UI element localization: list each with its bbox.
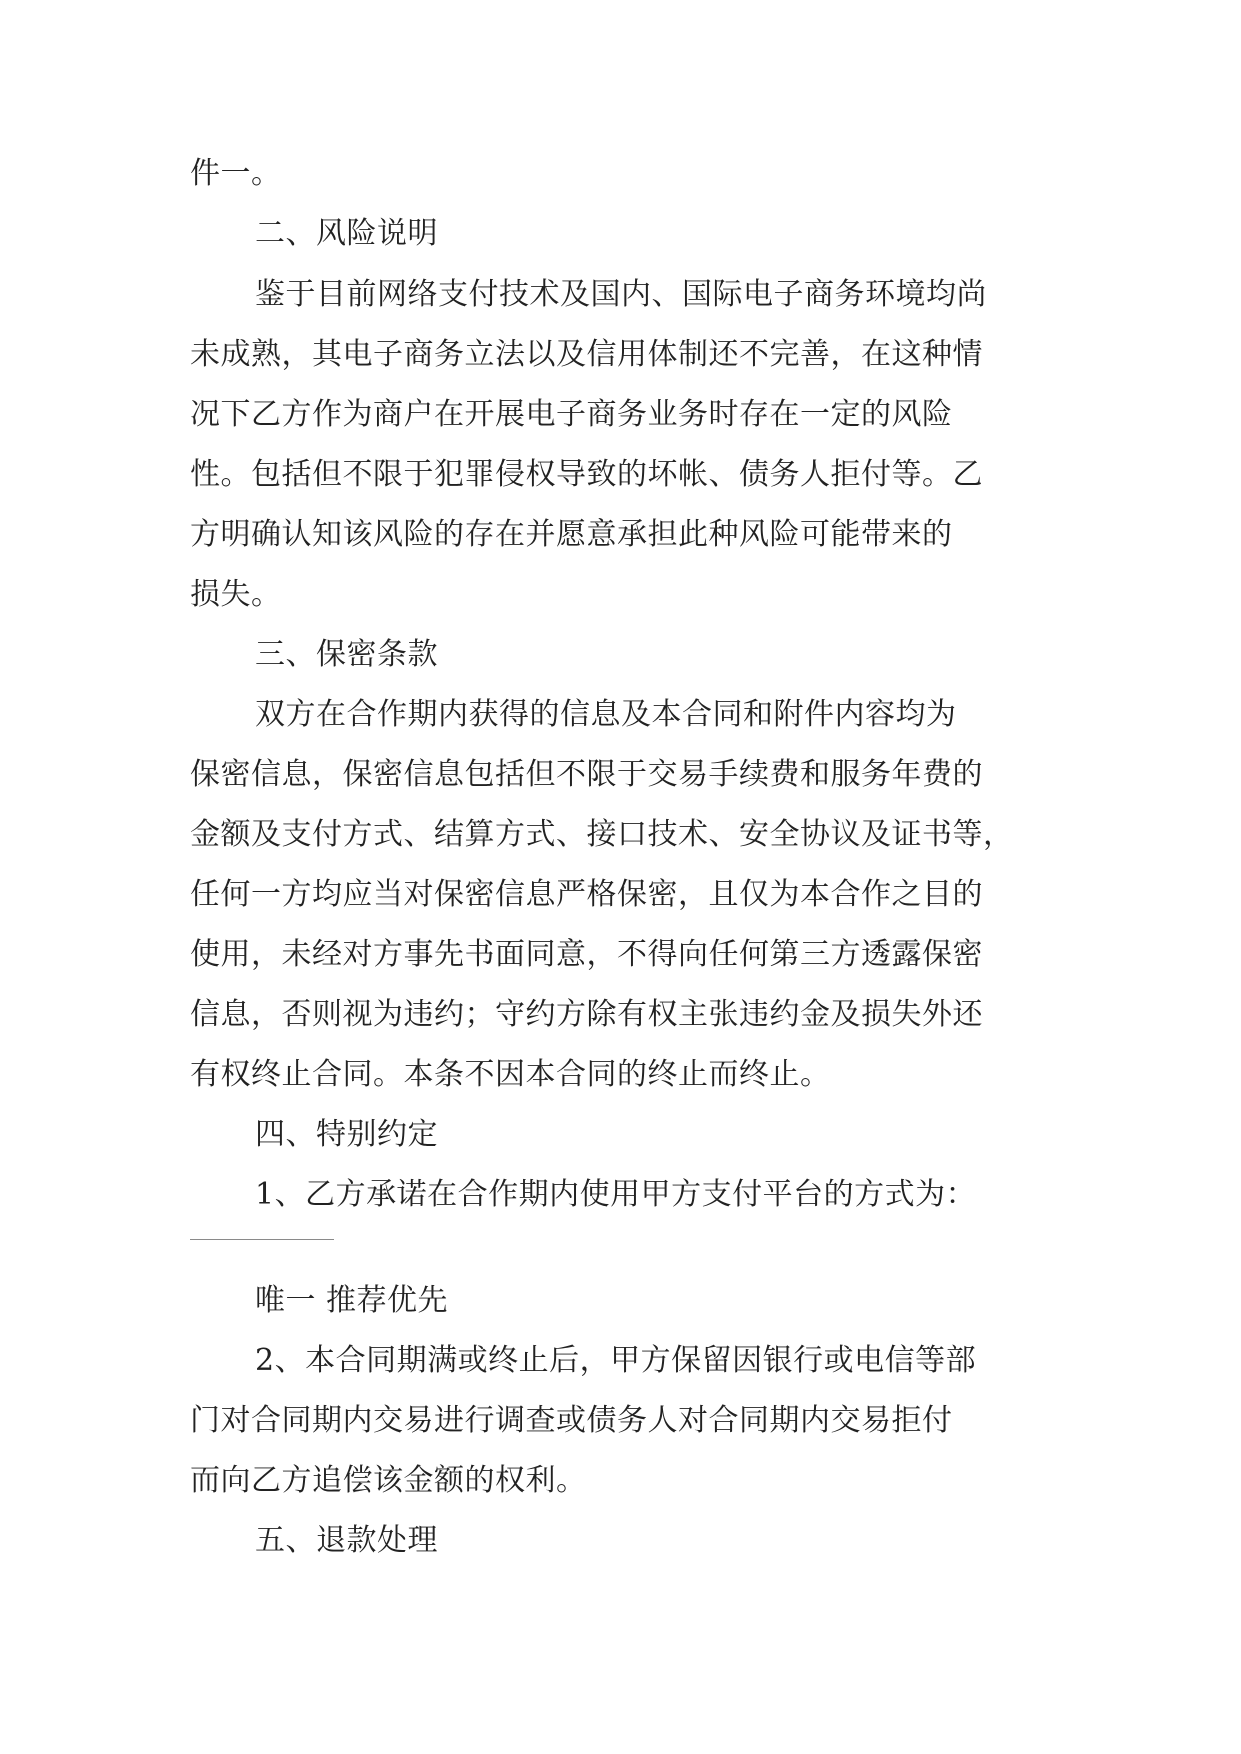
paragraph-line: 金额及支付方式、结算方式、接口技术、安全协议及证书等， [190,817,1014,852]
paragraph-line: 双方在合作期内获得的信息及本合同和附件内容均为 [255,697,957,732]
section-heading-risk: 二、风险说明 [255,216,438,251]
paragraph-line: 信息，否则视为违约；守约方除有权主张违约金及损失外还 [190,997,983,1032]
paragraph-line: 方明确认知该风险的存在并愿意承担此种风险可能带来的 [190,517,953,552]
paragraph-line: 而向乙方追偿该金额的权利。 [190,1463,587,1498]
paragraph-line: 保密信息，保密信息包括但不限于交易手续费和服务年费的 [190,757,983,792]
paragraph-line: 性。包括但不限于犯罪侵权导致的坏帐、债务人拒付等。乙 [190,457,983,492]
paragraph-line: 2、本合同期满或终止后，甲方保留因银行或电信等部 [255,1343,977,1378]
paragraph-line: 件一。 [190,156,282,191]
paragraph-line: 门对合同期内交易进行调查或债务人对合同期内交易拒付 [190,1403,953,1438]
paragraph-line: 况下乙方作为商户在开展电子商务业务时存在一定的风险 [190,397,953,432]
paragraph-line: 损失。 [190,577,282,612]
paragraph-line: 1、乙方承诺在合作期内使用甲方支付平台的方式为： [255,1177,977,1212]
footnote-divider [190,1239,334,1240]
paragraph-line: 未成熟，其电子商务立法以及信用体制还不完善，在这种情 [190,337,983,372]
option-line: 唯一 推荐优先 [255,1283,449,1318]
paragraph-line: 鉴于目前网络支付技术及国内、国际电子商务环境均尚 [255,277,987,312]
section-heading-special-terms: 四、特别约定 [255,1117,438,1152]
paragraph-line: 任何一方均应当对保密信息严格保密，且仅为本合作之目的 [190,877,983,912]
paragraph-line: 有权终止合同。本条不因本合同的终止而终止。 [190,1057,831,1092]
section-heading-confidentiality: 三、保密条款 [255,637,438,672]
paragraph-line: 使用，未经对方事先书面同意，不得向任何第三方透露保密 [190,937,983,972]
section-heading-refund: 五、退款处理 [255,1523,438,1558]
